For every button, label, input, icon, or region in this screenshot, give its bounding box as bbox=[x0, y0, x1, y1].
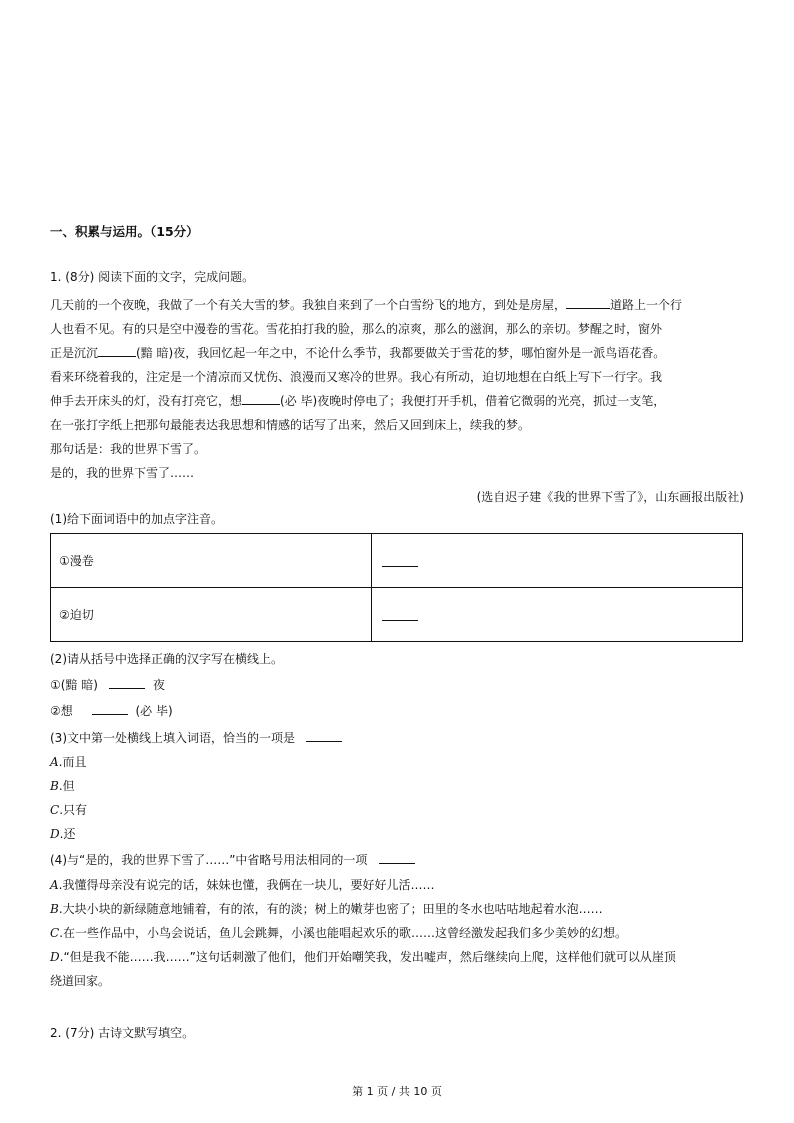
sub-question-2-item-1: ①(黯 暗) 夜 bbox=[50, 678, 166, 692]
question-2-header: 2. (7分) 古诗文默写填空。 bbox=[50, 1026, 195, 1040]
page-footer: 第 1 页 / 共 10 页 bbox=[352, 1085, 442, 1098]
passage-line: 人也看不见。有的只是空中漫卷的雪花。雪花拍打我的脸，那么的凉爽，那么的滋润，那么的亲切。梦醒之时，窗外 bbox=[50, 322, 663, 336]
question-1-header: 1. (8分) 阅读下面的文字，完成问题。 bbox=[50, 270, 255, 284]
passage-line: 在一张打字纸上把那句最能表达我思想和情感的话写了出来，然后又回到床上，续我的梦。 bbox=[50, 418, 531, 432]
option-c[interactable]: C.只有 bbox=[50, 803, 88, 817]
table-row bbox=[51, 588, 743, 642]
table-row bbox=[51, 534, 743, 588]
option-d[interactable]: D.“但是我不能……我……”这句话刺激了他们，他们开始嘲笑我，发出嘘声，然后继续向上爬，这样他们就可以从崖顶 bbox=[50, 950, 676, 964]
answer-blank[interactable] bbox=[382, 552, 418, 567]
word-cell: ①漫卷 bbox=[51, 534, 372, 588]
option-a[interactable]: A.而且 bbox=[50, 755, 87, 769]
passage-line: 那句话是：我的世界下雪了。 bbox=[50, 442, 207, 456]
reading-passage bbox=[50, 293, 744, 485]
answer-cell[interactable] bbox=[372, 588, 743, 642]
blank-2 bbox=[98, 344, 136, 357]
passage-line: 几天前的一个夜晚，我做了一个有关大雪的梦。我独自来到了一个白雪纷飞的地方，到处是房屋， 道路上一个行 bbox=[50, 298, 683, 312]
word-cell: ②迫切 bbox=[51, 588, 372, 642]
answer-blank[interactable] bbox=[379, 851, 415, 864]
option-b[interactable]: B.大块小块的新绿随意地铺着，有的浓，有的淡；树上的嫩芽也密了；田里的冬水也咕咕地起着水泡…… bbox=[50, 902, 603, 916]
sub-question-2-item-2: ②想 (必 毕) bbox=[50, 704, 173, 718]
answer-blank[interactable] bbox=[109, 676, 145, 689]
option-d-continuation: 绕道回家。 bbox=[50, 974, 111, 988]
answer-blank[interactable] bbox=[92, 702, 128, 715]
passage-line: 正是沉沉 (黯 暗)夜，我回忆起一年之中，不论什么季节，我都要做关于雪花的梦，哪怕窗外是一派鸟语花香。 bbox=[50, 346, 666, 360]
blank-1 bbox=[566, 296, 610, 309]
passage-line: 是的，我的世界下雪了…… bbox=[50, 466, 195, 480]
answer-cell[interactable] bbox=[372, 534, 743, 588]
answer-blank[interactable] bbox=[306, 729, 342, 742]
sub-question-3-prompt: (3)文中第一处横线上填入词语，恰当的一项是 bbox=[50, 726, 342, 750]
sub-question-2-prompt: (2)请从括号中选择正确的汉字写在横线上。 bbox=[50, 652, 283, 666]
option-d[interactable]: D.还 bbox=[50, 827, 76, 841]
passage-source: (选自迟子建《我的世界下雪了》，山东画报出版社) bbox=[476, 490, 744, 504]
sub-question-1-prompt: (1)给下面词语中的加点字注音。 bbox=[50, 512, 223, 526]
passage-line: 伸手去开床头的灯，没有打亮它，想 (必 毕)夜晚时停电了；我便打开手机，借着它微弱的光亮，抓过一支笔， bbox=[50, 394, 666, 408]
section-title: 一、积累与运用。（15分） bbox=[50, 224, 199, 239]
option-a[interactable]: A.我懂得母亲没有说完的话，妹妹也懂，我俩在一块儿，要好好儿活…… bbox=[50, 878, 435, 892]
option-c[interactable]: C.在一些作品中，小鸟会说话，鱼儿会跳舞，小溪也能唱起欢乐的歌……这曾经激发起我们多少美妙的幻想。 bbox=[50, 926, 628, 940]
option-b[interactable]: B.但 bbox=[50, 779, 75, 793]
blank-3 bbox=[242, 392, 280, 405]
sub-question-4-prompt: (4)与“是的，我的世界下雪了……”中省略号用法相同的一项 bbox=[50, 848, 415, 872]
answer-blank[interactable] bbox=[382, 606, 418, 621]
passage-line: 看来环绕着我的，注定是一个清凉而又忧伤、浪漫而又寒冷的世界。我心有所动，迫切地想在白纸上写下一行字。我 bbox=[50, 370, 663, 384]
pinyin-table bbox=[50, 533, 743, 642]
